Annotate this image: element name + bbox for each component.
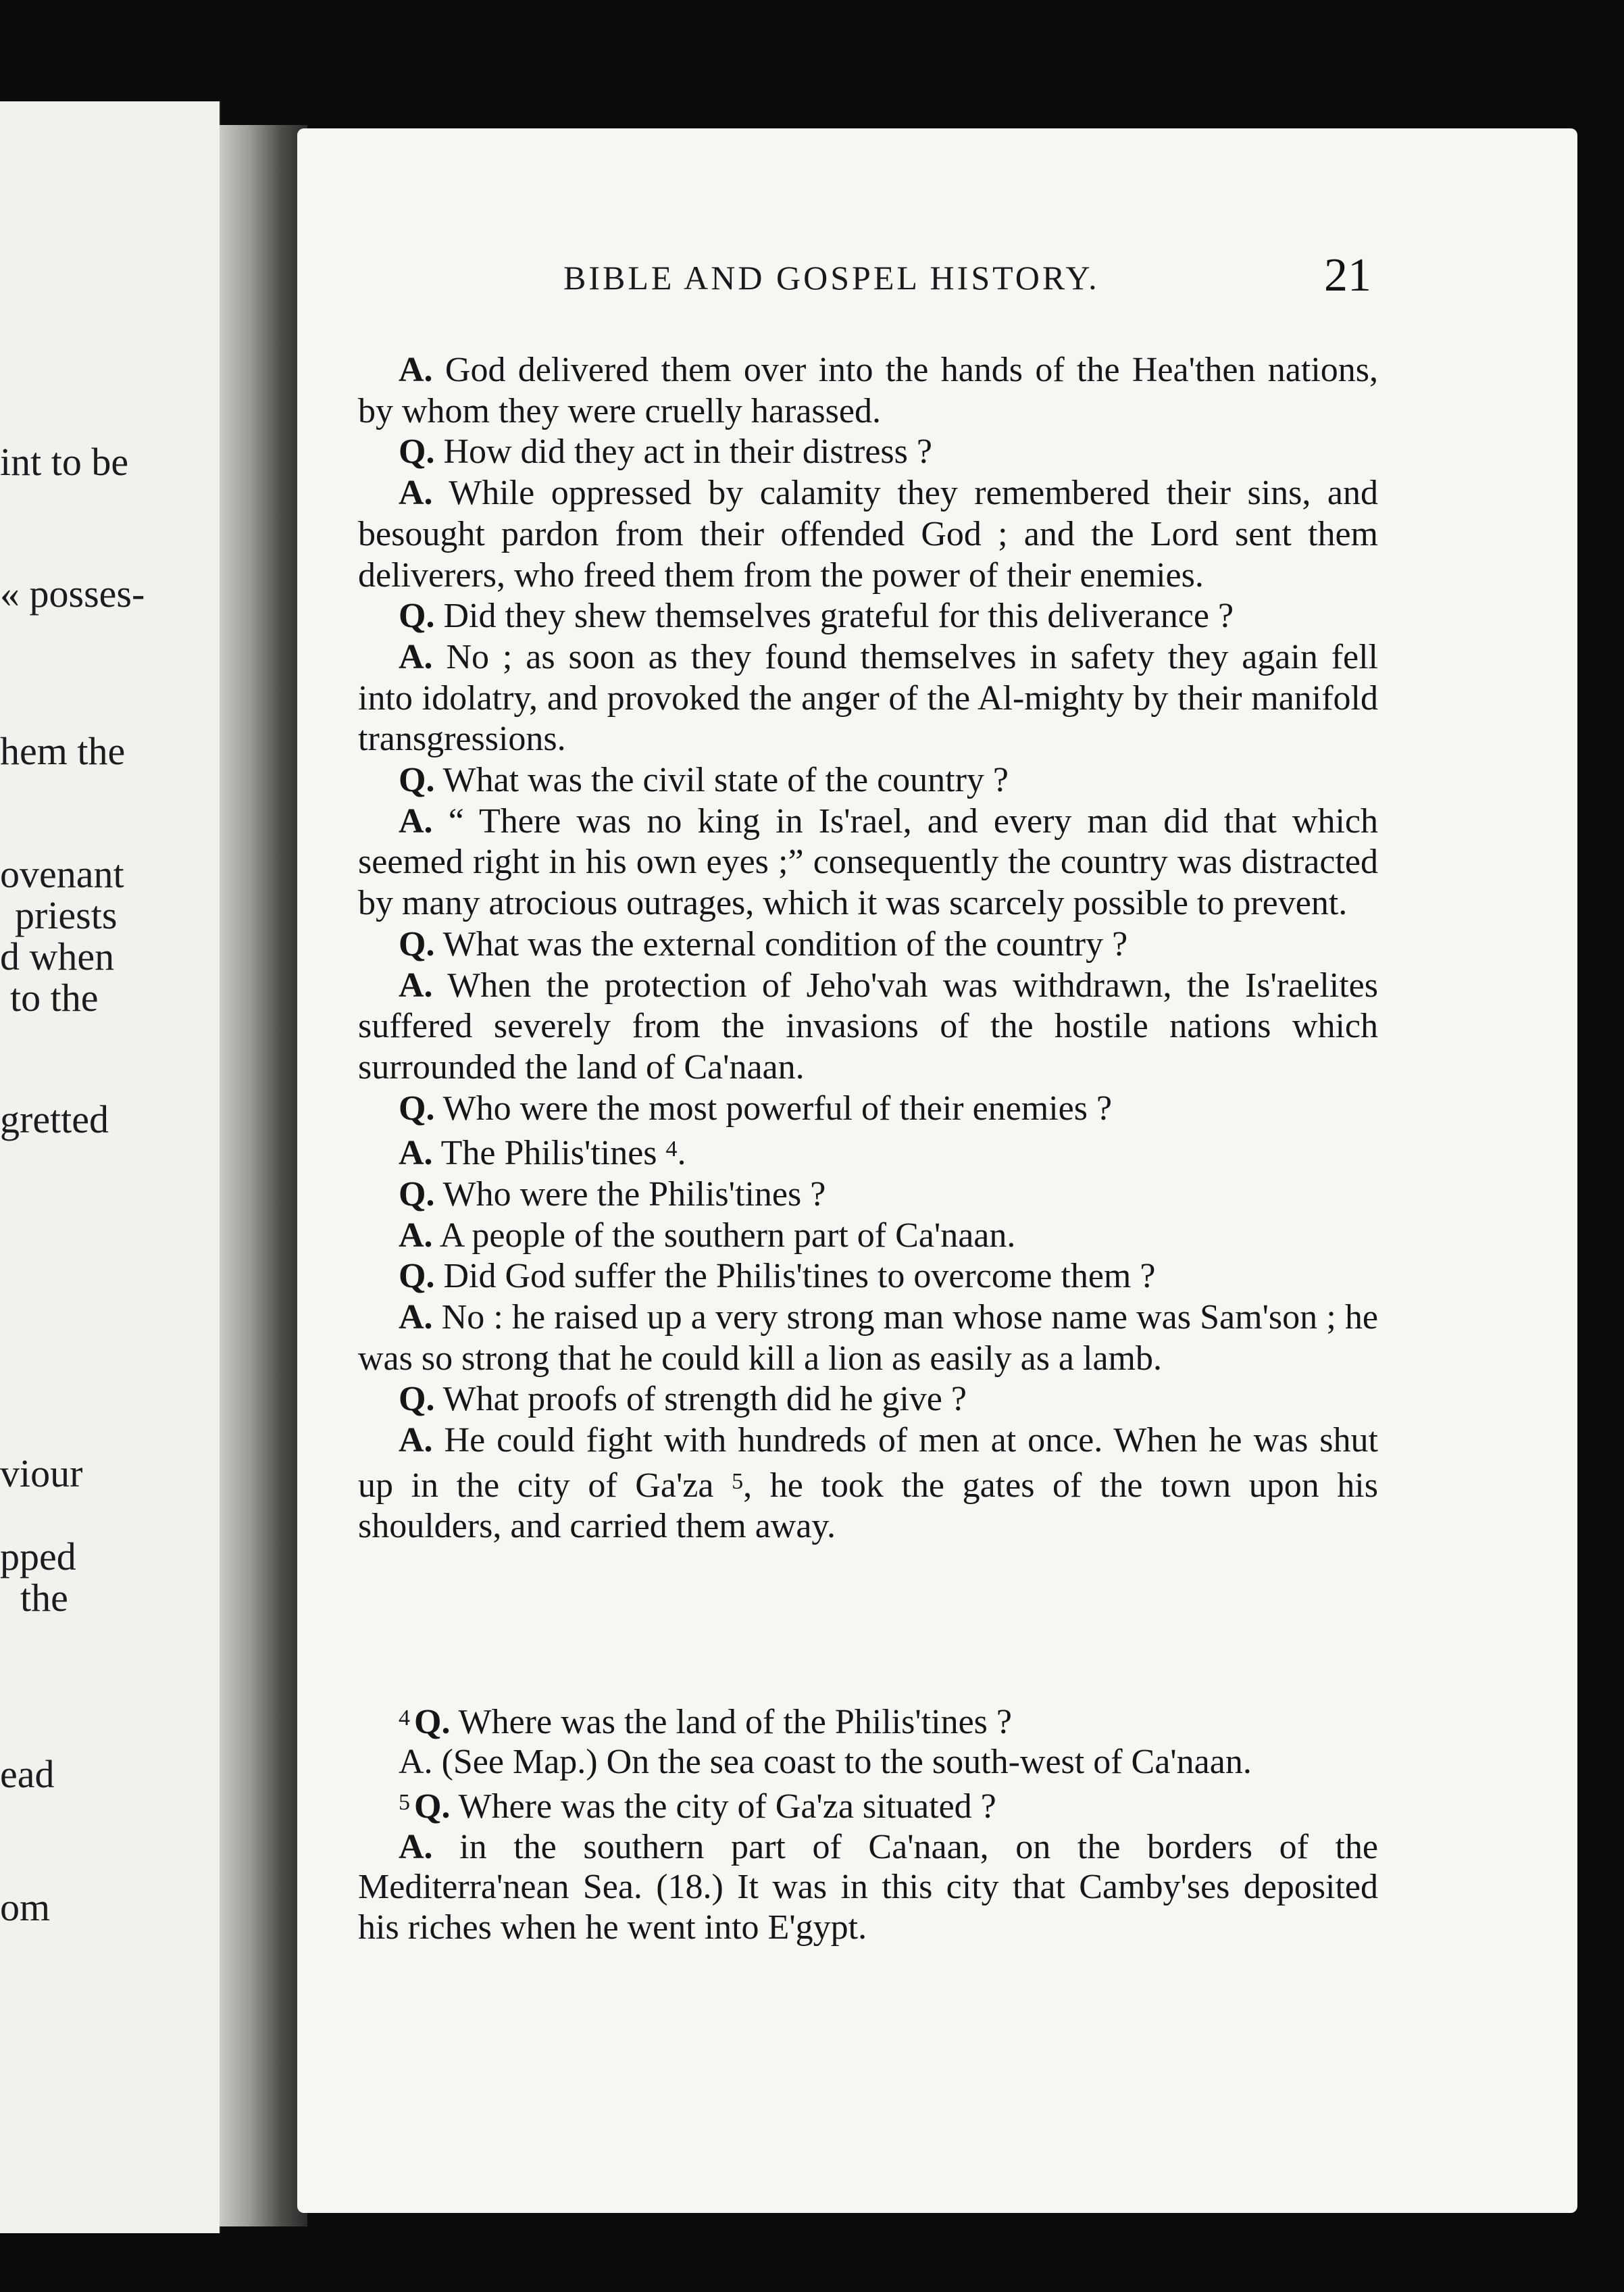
- left-page-fragment: ead: [0, 1752, 55, 1796]
- paragraph-label: A.: [399, 1421, 433, 1460]
- question-paragraph: [358, 1256, 1378, 1297]
- paragraph-label: A.: [399, 966, 433, 1005]
- answer-paragraph: [358, 1216, 1378, 1257]
- left-page-fragment: the: [20, 1576, 68, 1620]
- left-page-fragment: om: [0, 1885, 51, 1929]
- paragraph-label: Q.: [399, 1257, 435, 1296]
- footnote-reference: 4: [665, 1137, 678, 1162]
- footnote-answer: [358, 1742, 1378, 1783]
- left-page-fragment: hem the: [0, 729, 126, 773]
- paragraph-label: A.: [399, 801, 433, 841]
- paragraph-label: A.: [399, 1134, 433, 1173]
- question-paragraph: [358, 596, 1378, 637]
- answer-paragraph: [358, 1129, 1378, 1174]
- paragraph-text: God delivered them over into the hands of the Hea'then nations, by whom they were cruelly harassed.: [358, 351, 1379, 430]
- footnote-answer: [358, 1827, 1378, 1948]
- page-gutter: [220, 125, 307, 2226]
- question-paragraph: [358, 760, 1378, 801]
- footnote-label: Q.: [414, 1787, 451, 1826]
- answer-paragraph: [358, 801, 1378, 924]
- paragraph-label: A.: [399, 1298, 433, 1337]
- paragraph-label: Q.: [399, 1174, 435, 1214]
- paragraph-text: Who were the Philis'tines ?: [442, 1174, 826, 1214]
- left-page-fragment: d when: [0, 935, 115, 978]
- footnote-reference: 5: [732, 1468, 744, 1494]
- left-page-fragment: ovenant: [0, 852, 124, 896]
- footnote-mark: 4: [399, 1705, 410, 1730]
- paragraph-text: He could fight with hundreds of men at once. When he was shut up in the city of Ga'za: [358, 1421, 1378, 1505]
- question-paragraph: [358, 432, 1378, 473]
- footnotes: [358, 1698, 1378, 1947]
- left-page-fragment: viour: [0, 1451, 83, 1495]
- answer-paragraph: [358, 350, 1378, 432]
- paragraph-text: The Philis'tines: [440, 1134, 657, 1173]
- footnote-text: Where was the land of the Philis'tines ?: [458, 1702, 1012, 1741]
- paragraph-text: What was the external condition of the country ?: [442, 924, 1128, 964]
- paragraph-label: Q.: [399, 1089, 435, 1128]
- left-page-fragment: « posses-: [0, 572, 145, 616]
- footnote-label: A.: [399, 1827, 433, 1866]
- paragraph-text: When the protection of Jeho'vah was withdrawn, the Is'raelites suffered severely from the invasions of the hostile nations which surrounded the land of Ca'naan.: [358, 966, 1378, 1087]
- paragraph-text-continued: .: [677, 1134, 686, 1173]
- paragraph-label: A.: [399, 637, 433, 676]
- paragraph-text: How did they act in their distress ?: [443, 432, 932, 472]
- paragraph-label: Q.: [399, 1380, 435, 1419]
- paragraph-text: A people of the southern part of Ca'naan.: [439, 1216, 1016, 1255]
- question-paragraph: [358, 924, 1378, 966]
- question-paragraph: [358, 1089, 1378, 1130]
- question-paragraph: [358, 1379, 1378, 1420]
- left-page-fragment: int to be: [0, 440, 129, 484]
- paragraph-text: Who were the most powerful of their enemies ?: [442, 1089, 1113, 1128]
- left-page-fragment: gretted: [0, 1097, 109, 1141]
- paragraph-text-continued: , he took the gates of the town upon his shoulders, and carried them away.: [358, 1466, 1378, 1546]
- footnote-text: in the southern part of Ca'naan, on the borders of the Mediterra'nean Sea. (18.) It was in this city that Camby'ses deposited his riches when he went into E'gypt.: [358, 1827, 1379, 1947]
- page-number: 21: [1324, 249, 1371, 301]
- paragraph-text: Did they shew themselves grateful for this deliverance ?: [443, 597, 1234, 636]
- page-body: [358, 350, 1378, 1547]
- paragraph-label: Q.: [399, 597, 435, 636]
- footnote-label: A.: [399, 1743, 433, 1782]
- paragraph-label: Q.: [399, 924, 435, 964]
- footnote-label: Q.: [414, 1702, 451, 1741]
- left-page-fragment: pped: [0, 1535, 76, 1578]
- footnote-text: (See Map.) On the sea coast to the south-west of Ca'naan.: [441, 1743, 1252, 1782]
- paragraph-text: What proofs of strength did he give ?: [442, 1380, 967, 1419]
- answer-paragraph: [358, 1297, 1378, 1379]
- question-paragraph: [358, 1174, 1378, 1216]
- running-head: BIBLE AND GOSPEL HISTORY.: [563, 259, 1100, 297]
- footnote-question: [358, 1698, 1378, 1742]
- answer-paragraph: [358, 966, 1378, 1089]
- paragraph-label: A.: [399, 1216, 433, 1255]
- paragraph-label: A.: [399, 474, 433, 513]
- paragraph-text: Did God suffer the Philis'tines to overcome them ?: [443, 1257, 1156, 1296]
- footnote-mark: 5: [399, 1790, 410, 1816]
- answer-paragraph: [358, 473, 1378, 596]
- paragraph-text: While oppressed by calamity they remembered their sins, and besought pardon from their offended God ; and the Lord sent them deliverers, who freed them from the power of their enemies.: [358, 474, 1379, 595]
- answer-paragraph: [358, 637, 1378, 760]
- footnote-question: [358, 1783, 1378, 1826]
- paragraph-text: No : he raised up a very strong man whose name was Sam'son ; he was so strong that he could kill a lion as easily as a lamb.: [358, 1298, 1379, 1378]
- paragraph-text: No ; as soon as they found themselves in safety they again fell into idolatry, and provoked the anger of the Al-mighty by their manifold transgressions.: [358, 637, 1379, 759]
- answer-paragraph: [358, 1420, 1378, 1547]
- paragraph-label: Q.: [399, 432, 435, 472]
- paragraph-label: Q.: [399, 761, 435, 800]
- paragraph-text: “ There was no king in Is'rael, and every man did that which seemed right in his own eyes ;” consequently the country was distracted by many atrocious outrages, which it was scarcely possible to prevent.: [358, 801, 1379, 923]
- paragraph-label: A.: [399, 351, 433, 389]
- paragraph-text: What was the civil state of the country ?: [442, 761, 1009, 800]
- left-page-fragment: priests: [15, 893, 118, 937]
- footnote-text: Where was the city of Ga'za situated ?: [458, 1787, 996, 1826]
- left-page-fragment: to the: [10, 976, 99, 1020]
